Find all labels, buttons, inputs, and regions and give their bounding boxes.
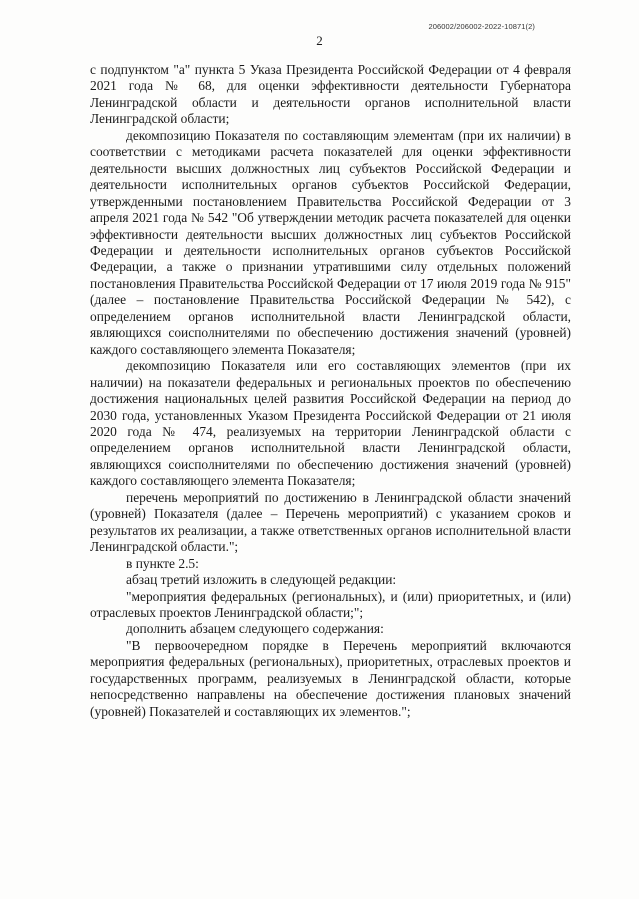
paragraph-clause-2-5: в пункте 2.5: bbox=[126, 555, 199, 571]
paragraph-third-subparagraph: абзац третий изложить в следующей редакции: bbox=[126, 572, 397, 588]
paragraph-priority-order: "В первоочередном порядке в Перечень мероприятий включаются мероприятия федеральных (региональных), приоритетных, отраслевых проектов и государственных программ, реализуемых в Ленинградской области, которые непосредственно направлены на обеспечение достижения плановых значений (уровней) Показателей и составляющих их элементов."; bbox=[90, 637, 571, 719]
paragraph-decomposition-elements: декомпозицию Показателя по составляющим элементам (при их наличии) в соответствии с методиками расчета показателей для оценки эффективности деятельности высших должностных лиц субъектов Российской Федерации и деятельности исполнительных органов субъектов Российской Федерации, утвержденными постановлением Правительства Российской Федерации от 3 апреля 2021 года № 542 "Об утверждении методик расчета показателей для оценки эффективности деятельности высших должностных лиц субъектов Российской Федерации и деятельности исполнительных органов субъектов Российской Федерации, а также о признании утратившими силу отдельных положений постановления Правительства Российской Федерации от 17 июля 2019 года № 915" (далее – постановление Правительства Российской Федерации № 542), с определением органов исполнительной власти Ленинградской области, являющихся соисполнителями по обеспечению достижения значений (уровней) каждого составляющего элемента Показателя; bbox=[90, 127, 571, 357]
page-number: 2 bbox=[316, 33, 323, 48]
paragraph-decomposition-projects: декомпозицию Показателя или его составляющих элементов (при их наличии) на показатели федеральных и региональных проектов по обеспечению достижения национальных целей развития Российской Федерации на период до 2030 года, установленных Указом Президента Российской Федерации от 21 июля 2020 года № 474, реализуемых на территории Ленинградской области с определением органов исполнительной власти Ленинградской области, являющихся соисполнителями по обеспечению достижения значений (уровней) каждого составляющего элемента Показателя; bbox=[90, 358, 571, 489]
document-body bbox=[90, 62, 571, 720]
document-registration-number: 206002/206002-2022-10871(2) bbox=[428, 22, 535, 31]
paragraph-new-wording: "мероприятия федеральных (региональных), и (или) приоритетных, и (или) отраслевых проектов Ленинградской области;"; bbox=[90, 588, 571, 620]
paragraph-add-subparagraph: дополнить абзацем следующего содержания: bbox=[126, 621, 384, 637]
paragraph-measures-list: перечень мероприятий по достижению в Ленинградской области значений (уровней) Показателя (далее – Перечень мероприятий) с указанием сроков и результатов их реализации, а также ответственных органов исполнительной власти Ленинградской области."; bbox=[90, 489, 571, 555]
paragraph-continuation: с подпунктом "а" пункта 5 Указа Президента Российской Федерации от 4 февраля 2021 года № 68, для оценки эффективности деятельности Губернатора Ленинградской области и деятельности органов исполнительной власти Ленинградской области; bbox=[90, 62, 571, 127]
